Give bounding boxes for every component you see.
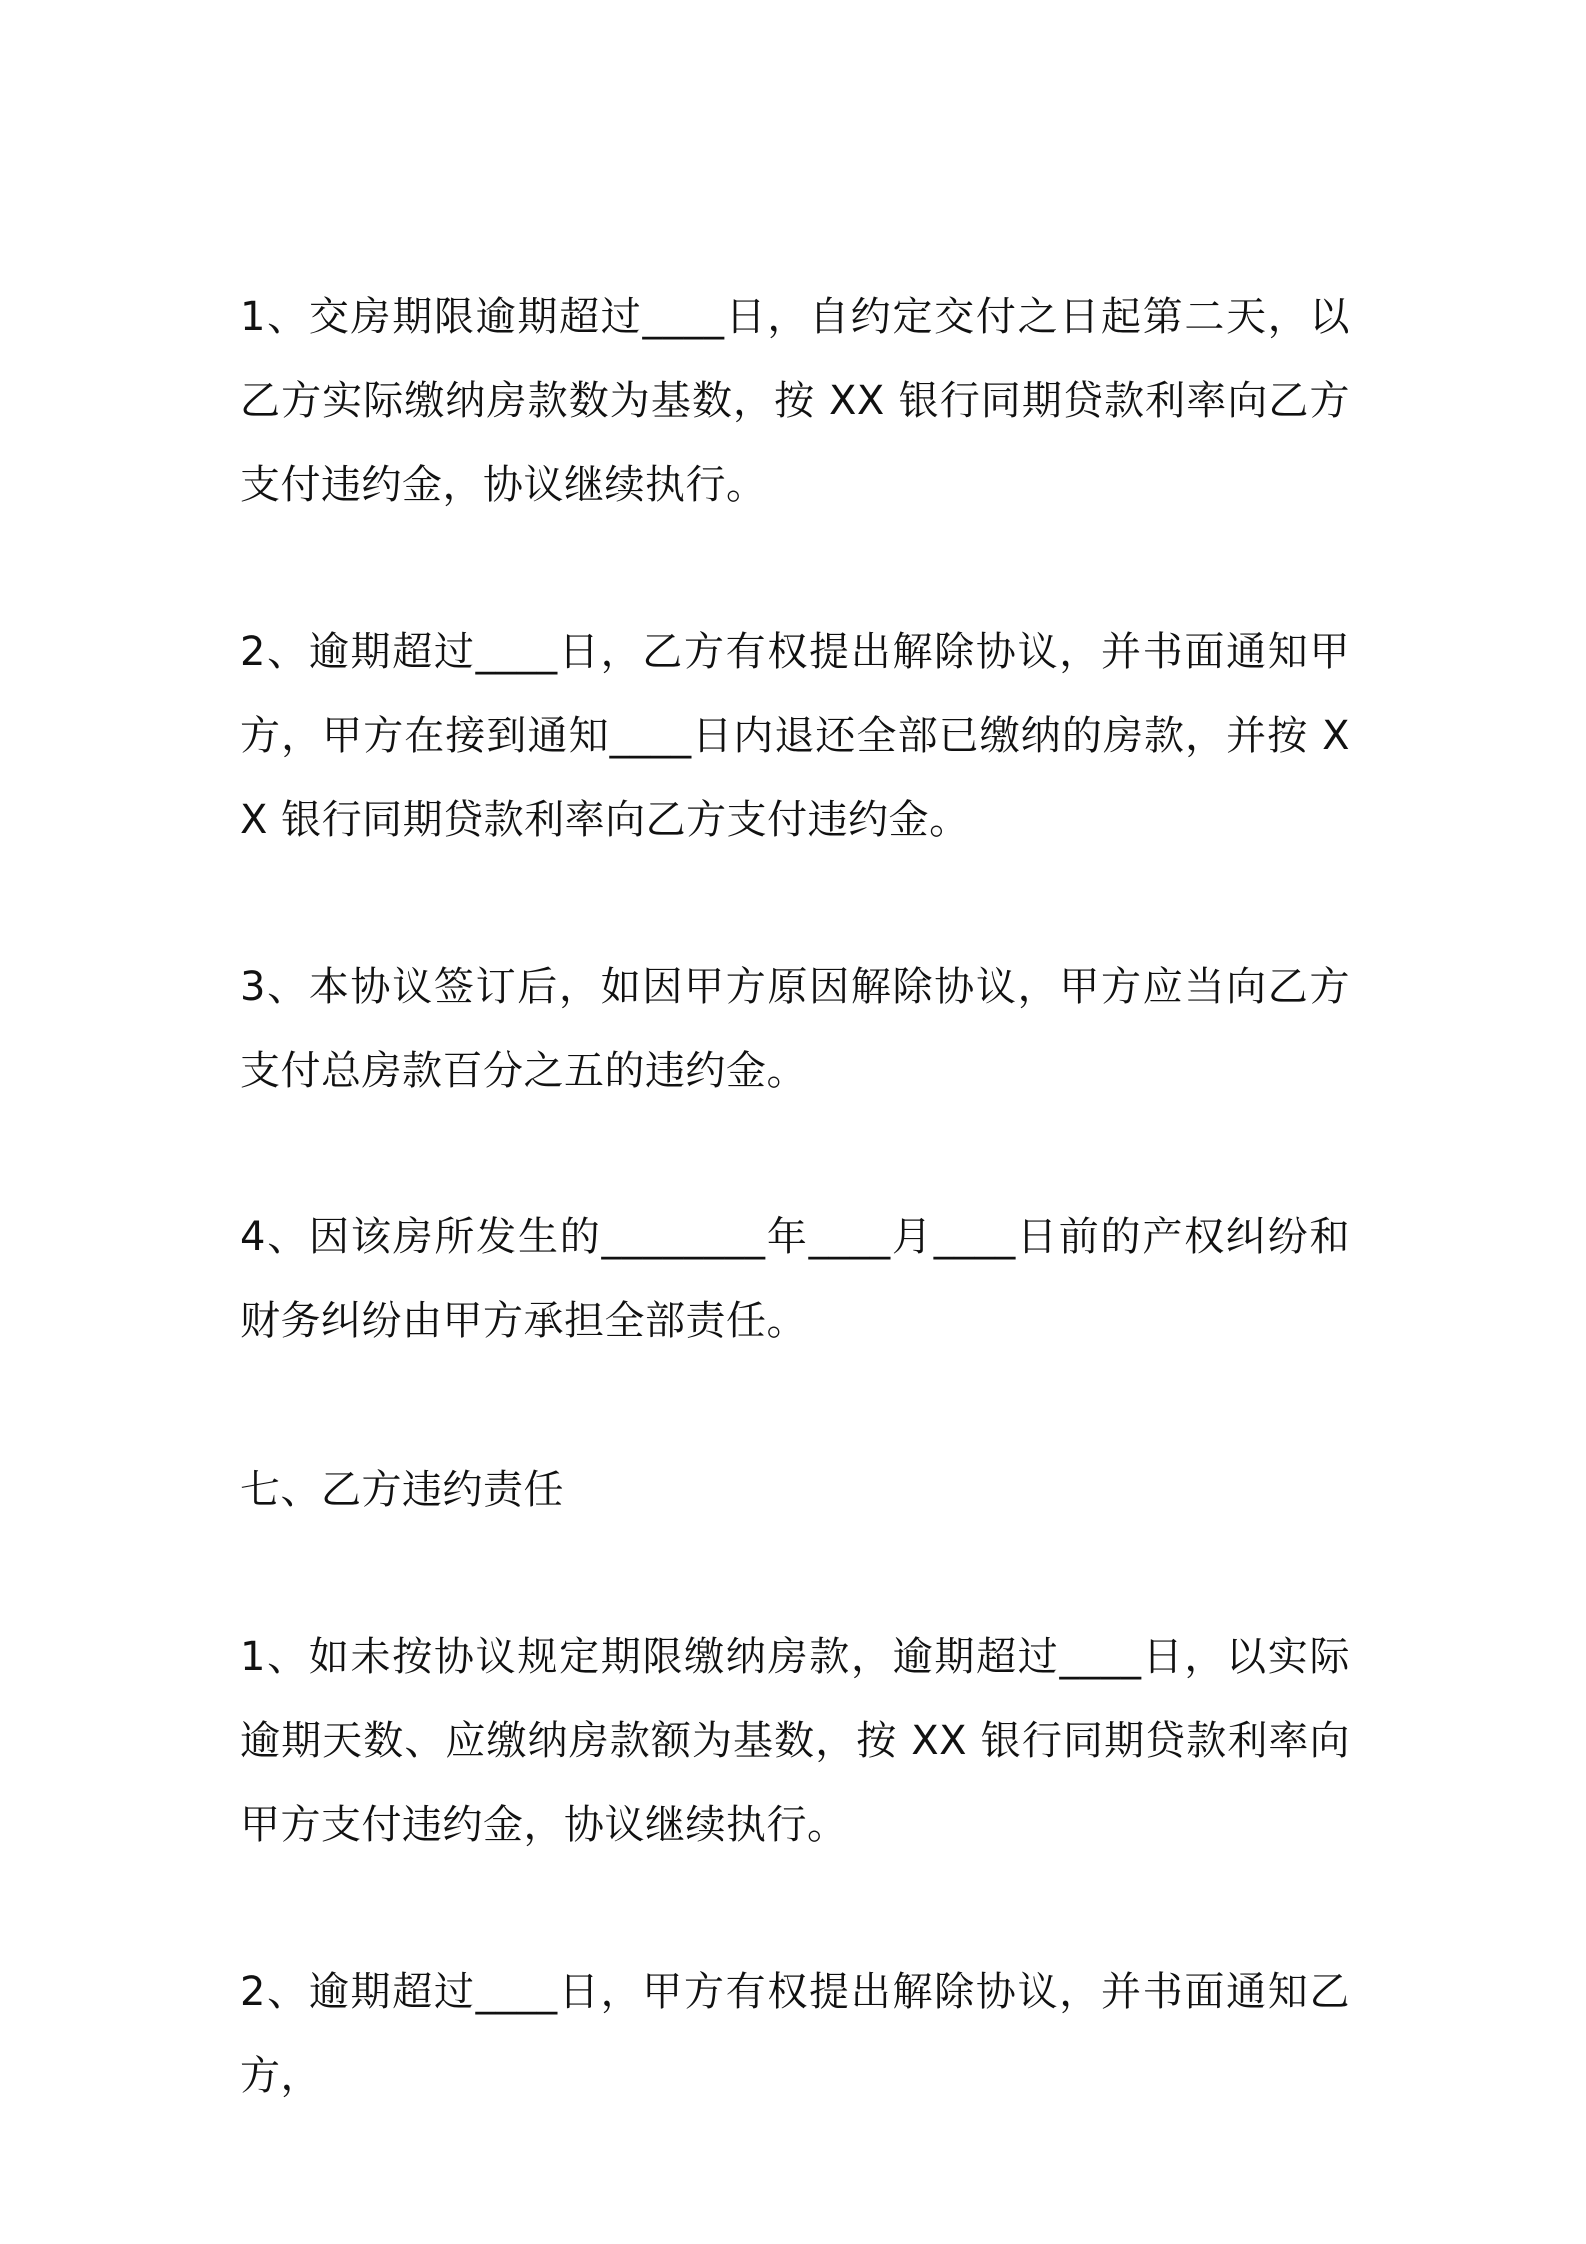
section-clause-paragraph-2: 2、逾期超过____日，甲方有权提出解除协议，并书面通知乙方，: [240, 1969, 1350, 2099]
section-clause-paragraph-1: 1、如未按协议规定期限缴纳房款，逾期超过____日，以实际逾期天数、应缴纳房款额为基数，按 XX 银行同期贷款利率向甲方支付违约金，协议继续执行。: [240, 1634, 1350, 1848]
clause-paragraph-2: 2、逾期超过____日，乙方有权提出解除协议，并书面通知甲方，甲方在接到通知____日内退还全部已缴纳的房款，并按 XX 银行同期贷款利率向乙方支付违约金。: [240, 629, 1350, 843]
clause-paragraph-1: 1、交房期限逾期超过____日，自约定交付之日起第二天，以乙方实际缴纳房款数为基数，按 XX 银行同期贷款利率向乙方支付违约金，协议继续执行。: [240, 294, 1350, 508]
clause-paragraph-3: 3、本协议签订后，如因甲方原因解除协议，甲方应当向乙方支付总房款百分之五的违约金。: [240, 964, 1350, 1094]
clause-paragraph-4: 4、因该房所发生的________年____月____日前的产权纠纷和财务纠纷由甲方承担全部责任。: [240, 1214, 1350, 1344]
section-heading: 七、乙方违约责任: [240, 1467, 564, 1513]
